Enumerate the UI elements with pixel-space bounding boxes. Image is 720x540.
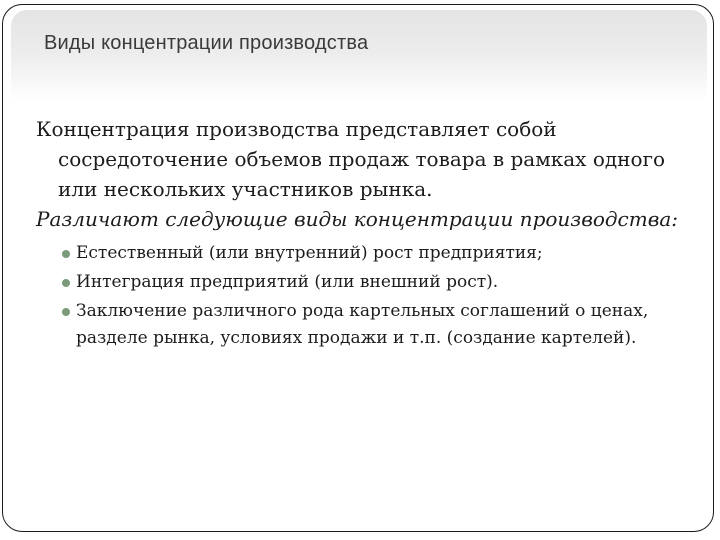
bullet-text: Заключение различного рода картельных соглашений о ценах, разделе рынка, условиях продажи и т.п. (создание картелей).	[76, 301, 649, 348]
bullet-icon	[62, 308, 70, 316]
bullet-item-cartel-agreements	[36, 298, 686, 352]
types-intro-paragraph: Различают следующие виды концентрации производства:	[36, 207, 679, 231]
title-band	[11, 10, 707, 102]
bullet-item-natural-growth	[36, 240, 686, 267]
slide-title: Виды концентрации производства	[44, 32, 369, 54]
definition-paragraph: Концентрация производства представляет собой сосредоточение объемов продаж товара в рамках одного или нескольких участников рынка.	[36, 117, 666, 201]
types-bullet-list	[36, 240, 686, 352]
slide-body	[36, 114, 686, 354]
bullet-icon	[62, 279, 70, 287]
bullet-text: Интеграция предприятий (или внешний рост).	[76, 272, 499, 292]
bullet-icon	[62, 250, 70, 258]
bullet-text: Естественный (или внутренний) рост предприятия;	[76, 243, 543, 263]
bullet-item-integration	[36, 269, 686, 296]
